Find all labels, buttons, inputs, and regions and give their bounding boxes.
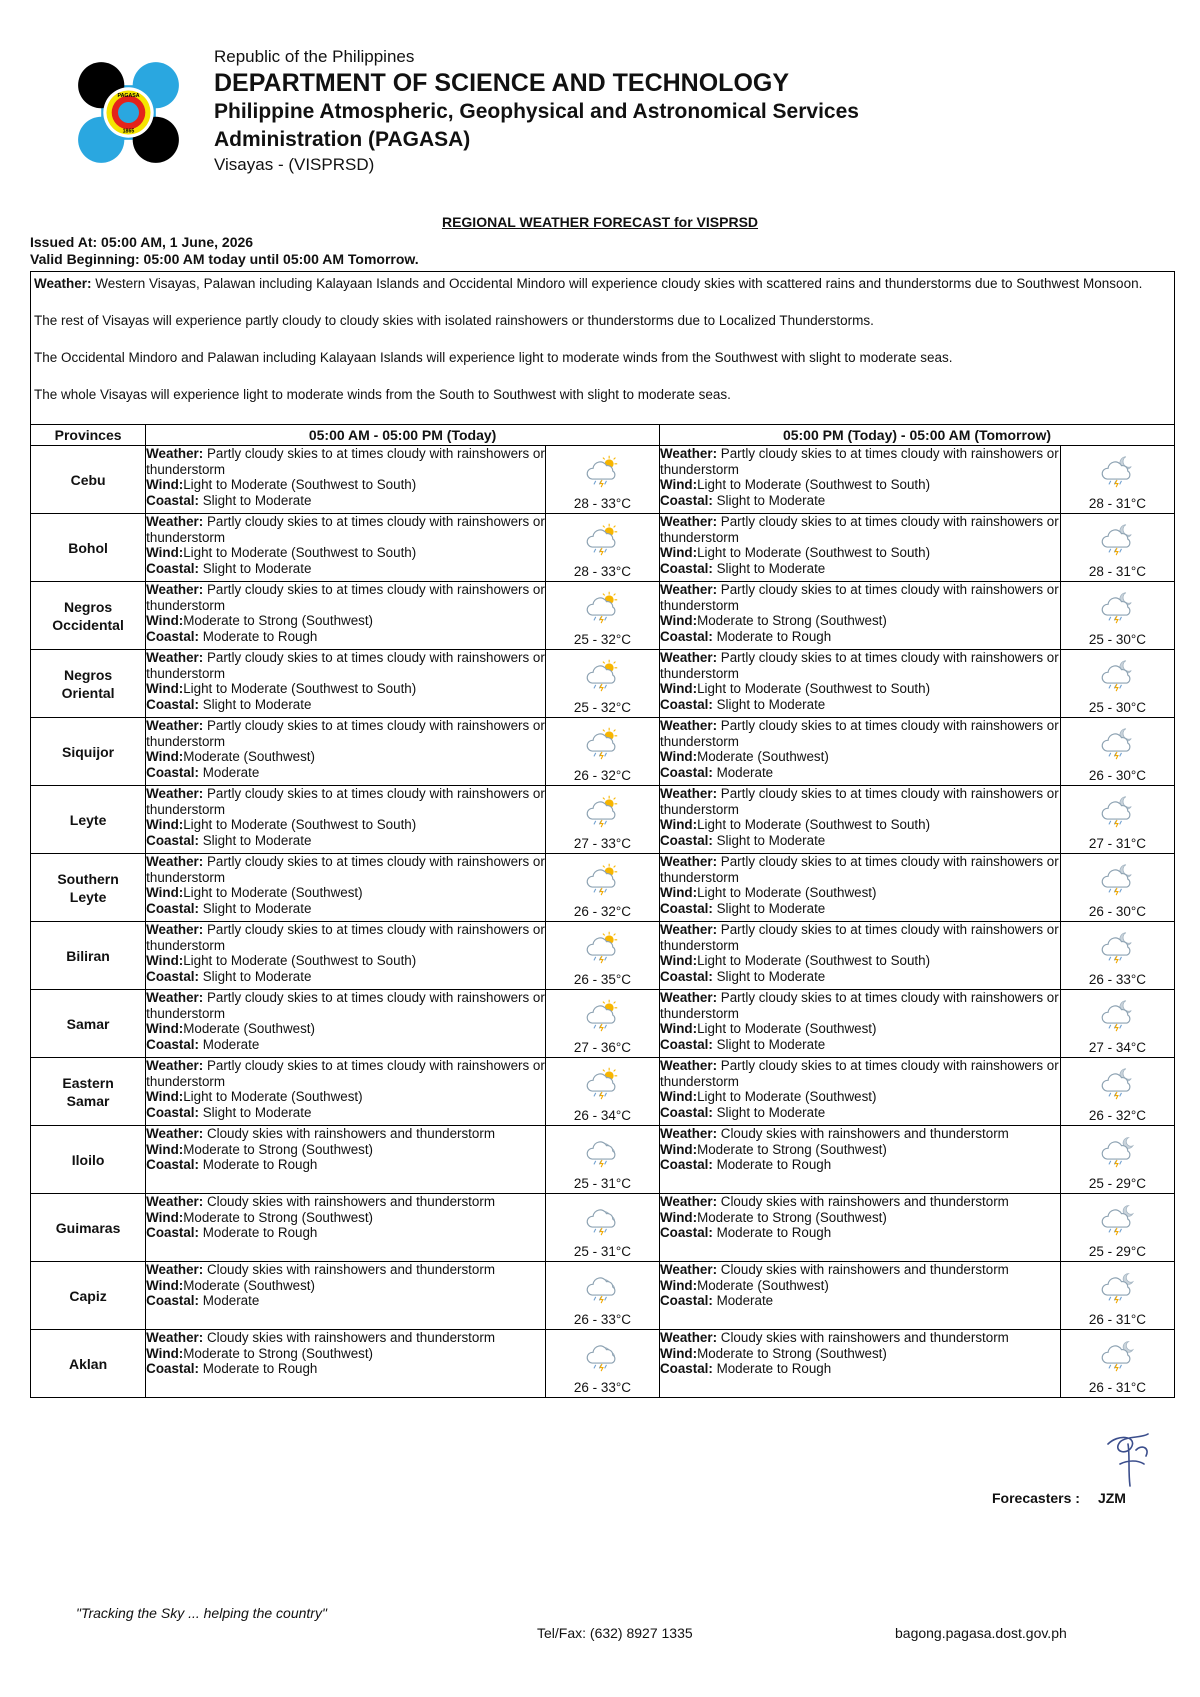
night-icon-temp-cell	[1060, 990, 1174, 1058]
night-forecast-text	[660, 786, 1061, 854]
valid-beginning: Valid Beginning: 05:00 AM today until 05:00 AM Tomorrow.	[30, 251, 419, 267]
sun-cloud-storm-icon	[582, 454, 622, 488]
night-coastal: Coastal: Slight to Moderate	[660, 1104, 826, 1120]
night-weather: Weather: Cloudy skies with rainshowers and thunderstorm	[660, 1262, 1009, 1277]
agency-name-line1: Philippine Atmospheric, Geophysical and Astronomical Services	[214, 100, 859, 123]
province-name-line: Biliran	[66, 947, 110, 964]
day-forecast-text	[146, 922, 546, 990]
day-temperature: 26 - 33°C	[573, 1380, 632, 1395]
night-coastal: Coastal: Moderate	[660, 764, 774, 780]
night-temperature: 26 - 31°C	[1088, 1380, 1147, 1395]
night-temperature: 27 - 31°C	[1088, 836, 1147, 851]
province-name-line: Guimaras	[55, 1219, 121, 1236]
night-temperature: 27 - 34°C	[1088, 1040, 1147, 1055]
day-temperature: 27 - 33°C	[573, 836, 632, 851]
night-weather: Weather: Cloudy skies with rainshowers and thunderstorm	[660, 1330, 1009, 1345]
night-forecast-text	[660, 718, 1061, 786]
moon-cloud-storm-icon	[1097, 862, 1137, 896]
province-name-line: Eastern	[62, 1074, 114, 1091]
day-icon-temp-cell	[545, 990, 659, 1058]
table-row	[31, 990, 1175, 1058]
table-row	[31, 1058, 1175, 1126]
day-temperature: 28 - 33°C	[573, 496, 632, 511]
province-name-line: Capiz	[69, 1287, 107, 1304]
day-icon-temp-cell	[545, 854, 659, 922]
day-weather: Weather: Cloudy skies with rainshowers and thunderstorm	[146, 1126, 495, 1141]
night-temperature: 25 - 29°C	[1088, 1244, 1147, 1259]
night-forecast-text	[660, 514, 1061, 582]
day-temperature: 25 - 32°C	[573, 632, 632, 647]
night-coastal: Coastal: Slight to Moderate	[660, 492, 826, 508]
forecaster-name: JZM	[1097, 1490, 1126, 1506]
province-cell	[31, 786, 146, 854]
col-today: 05:00 AM - 05:00 PM (Today)	[146, 425, 660, 446]
day-wind: Wind:Moderate (Southwest)	[146, 1277, 315, 1293]
province-name-line: Samar	[66, 1015, 110, 1032]
table-row	[31, 1194, 1175, 1262]
night-coastal: Coastal: Slight to Moderate	[660, 696, 826, 712]
province-name-line: Aklan	[69, 1355, 108, 1372]
day-temperature: 26 - 34°C	[573, 1108, 632, 1123]
day-forecast-text	[146, 990, 546, 1058]
issue-info	[30, 234, 419, 268]
day-forecast-text	[146, 446, 546, 514]
night-icon-temp-cell	[1060, 922, 1174, 990]
night-forecast-text	[660, 990, 1061, 1058]
night-temperature: 28 - 31°C	[1088, 496, 1147, 511]
table-row	[31, 446, 1175, 514]
night-icon-temp-cell	[1060, 1126, 1174, 1194]
day-coastal: Coastal: Moderate to Rough	[146, 628, 318, 644]
sun-cloud-storm-icon	[582, 658, 622, 692]
day-icon-temp-cell	[545, 514, 659, 582]
night-icon-temp-cell	[1060, 650, 1174, 718]
narrative-paragraph-4: The whole Visayas will experience light to moderate winds from the South to Southwest with slight to moderate seas.	[34, 387, 731, 402]
day-icon-temp-cell	[545, 786, 659, 854]
province-cell	[31, 582, 146, 650]
province-cell	[31, 854, 146, 922]
day-wind: Wind:Moderate to Strong (Southwest)	[146, 613, 374, 628]
province-cell	[31, 446, 146, 514]
logo-text-top: PAGASA	[117, 92, 140, 99]
day-temperature: 26 - 32°C	[573, 768, 632, 783]
night-forecast-text	[660, 446, 1061, 514]
table-row	[31, 514, 1175, 582]
moon-cloud-storm-icon	[1097, 658, 1137, 692]
night-coastal: Coastal: Slight to Moderate	[660, 1036, 826, 1052]
night-weather: Weather: Partly cloudy skies to at times cloudy with rainshowers or thunderstorm	[660, 446, 1059, 477]
forecast-table-body	[31, 446, 1175, 1398]
night-icon-temp-cell	[1060, 446, 1174, 514]
night-cloud-storm-icon	[1097, 1338, 1137, 1372]
day-temperature: 25 - 32°C	[573, 700, 632, 715]
day-temperature: 27 - 36°C	[573, 1040, 632, 1055]
province-cell	[31, 1262, 146, 1330]
night-temperature: 26 - 33°C	[1088, 972, 1147, 987]
day-weather: Weather: Partly cloudy skies to at times cloudy with rainshowers or thunderstorm	[146, 514, 545, 545]
night-temperature: 26 - 31°C	[1088, 1312, 1147, 1327]
header-block	[214, 46, 934, 176]
night-weather: Weather: Cloudy skies with rainshowers and thunderstorm	[660, 1126, 1009, 1141]
sun-cloud-storm-icon	[582, 930, 622, 964]
day-weather: Weather: Partly cloudy skies to at times cloudy with rainshowers or thunderstorm	[146, 718, 545, 749]
footer-telfax: Tel/Fax: (632) 8927 1335	[537, 1625, 693, 1641]
weather-narrative	[30, 271, 1175, 424]
night-weather: Weather: Partly cloudy skies to at times cloudy with rainshowers or thunderstorm	[660, 990, 1059, 1021]
table-row	[31, 582, 1175, 650]
day-coastal: Coastal: Moderate	[146, 1293, 260, 1308]
night-icon-temp-cell	[1060, 514, 1174, 582]
province-cell	[31, 514, 146, 582]
table-row	[31, 650, 1175, 718]
day-icon-temp-cell	[545, 1262, 659, 1330]
province-cell	[31, 650, 146, 718]
issued-at: Issued At: 05:00 AM, 1 June, 2026	[30, 234, 254, 250]
province-name-line: Iloilo	[71, 1151, 105, 1168]
day-weather: Weather: Partly cloudy skies to at times cloudy with rainshowers or thunderstorm	[146, 1058, 545, 1089]
sun-cloud-storm-icon	[582, 590, 622, 624]
day-temperature: 25 - 31°C	[573, 1176, 632, 1191]
night-forecast-text	[660, 1194, 1061, 1262]
day-icon-temp-cell	[545, 1058, 659, 1126]
cloud-storm-icon	[582, 1270, 622, 1304]
night-wind: Wind:Light to Moderate (Southwest to South)	[660, 545, 931, 560]
night-coastal: Coastal: Moderate to Rough	[660, 1225, 832, 1240]
night-cloud-storm-icon	[1097, 1134, 1137, 1168]
day-weather: Weather: Partly cloudy skies to at times cloudy with rainshowers or thunderstorm	[146, 650, 545, 681]
day-forecast-text	[146, 718, 546, 786]
day-coastal: Coastal: Moderate	[146, 764, 260, 780]
moon-cloud-storm-icon	[1097, 1066, 1137, 1100]
table-row	[31, 718, 1175, 786]
day-coastal: Coastal: Slight to Moderate	[146, 900, 312, 916]
day-weather: Weather: Partly cloudy skies to at times cloudy with rainshowers or thunderstorm	[146, 854, 545, 885]
day-icon-temp-cell	[545, 1194, 659, 1262]
night-weather: Weather: Partly cloudy skies to at times cloudy with rainshowers or thunderstorm	[660, 854, 1059, 885]
day-wind: Wind:Light to Moderate (Southwest to South)	[146, 477, 417, 492]
sun-cloud-storm-icon	[582, 862, 622, 896]
night-temperature: 26 - 32°C	[1088, 1108, 1147, 1123]
footer-website: bagong.pagasa.dost.gov.ph	[895, 1625, 1067, 1641]
province-cell	[31, 990, 146, 1058]
day-coastal: Coastal: Slight to Moderate	[146, 696, 312, 712]
footer-tagline: "Tracking the Sky ... helping the country"	[76, 1605, 327, 1621]
province-name-line: Negros	[63, 598, 113, 615]
day-temperature: 26 - 32°C	[573, 904, 632, 919]
province-name-line: Negros	[63, 666, 113, 683]
table-header-row	[31, 425, 1175, 446]
dost-pagasa-logo	[76, 60, 181, 165]
sun-cloud-storm-icon	[582, 794, 622, 828]
night-temperature: 28 - 31°C	[1088, 564, 1147, 579]
day-forecast-text	[146, 1194, 546, 1262]
day-forecast-text	[146, 514, 546, 582]
moon-cloud-storm-icon	[1097, 794, 1137, 828]
day-weather: Weather: Cloudy skies with rainshowers and thunderstorm	[146, 1330, 495, 1345]
day-wind: Wind:Light to Moderate (Southwest to South)	[146, 681, 417, 696]
day-icon-temp-cell	[545, 582, 659, 650]
province-name-line: Southern	[57, 870, 119, 887]
sun-cloud-storm-icon	[582, 522, 622, 556]
narrative-paragraph-1: Weather: Western Visayas, Palawan including Kalayaan Islands and Occidental Mindoro will experience cloudy skies with scattered rains and thunderstorms due to Southwest Monsoon.	[34, 276, 1143, 291]
night-cloud-storm-icon	[1097, 1270, 1137, 1304]
day-coastal: Coastal: Slight to Moderate	[146, 968, 312, 984]
day-temperature: 26 - 33°C	[573, 1312, 632, 1327]
province-cell	[31, 922, 146, 990]
night-wind: Wind:Light to Moderate (Southwest)	[660, 1089, 877, 1104]
day-weather: Weather: Cloudy skies with rainshowers and thunderstorm	[146, 1194, 495, 1209]
day-weather: Weather: Partly cloudy skies to at times cloudy with rainshowers or thunderstorm	[146, 582, 545, 613]
province-name-line: Leyte	[69, 888, 107, 905]
night-temperature: 26 - 30°C	[1088, 904, 1147, 919]
forecast-table	[30, 424, 1175, 1398]
day-coastal: Coastal: Moderate to Rough	[146, 1225, 318, 1240]
night-icon-temp-cell	[1060, 718, 1174, 786]
day-coastal: Coastal: Slight to Moderate	[146, 1104, 312, 1120]
night-icon-temp-cell	[1060, 582, 1174, 650]
province-name-line: Leyte	[69, 811, 107, 828]
night-temperature: 25 - 30°C	[1088, 632, 1147, 647]
night-wind: Wind:Light to Moderate (Southwest to South)	[660, 681, 931, 696]
table-row	[31, 922, 1175, 990]
narrative-weather-label: Weather:	[34, 276, 92, 291]
night-weather: Weather: Partly cloudy skies to at times cloudy with rainshowers or thunderstorm	[660, 650, 1059, 681]
moon-cloud-storm-icon	[1097, 522, 1137, 556]
night-wind: Wind:Light to Moderate (Southwest to South)	[660, 817, 931, 832]
day-icon-temp-cell	[545, 650, 659, 718]
moon-cloud-storm-icon	[1097, 454, 1137, 488]
night-wind: Wind:Moderate to Strong (Southwest)	[660, 1345, 887, 1361]
night-forecast-text	[660, 1330, 1061, 1398]
province-name-line: Siquijor	[62, 743, 115, 760]
day-forecast-text	[146, 1330, 546, 1398]
night-wind: Wind:Moderate (Southwest)	[660, 1277, 829, 1293]
night-coastal: Coastal: Slight to Moderate	[660, 832, 826, 848]
province-cell	[31, 1330, 146, 1398]
province-cell	[31, 1058, 146, 1126]
day-wind: Wind:Moderate to Strong (Southwest)	[146, 1345, 374, 1361]
night-coastal: Coastal: Slight to Moderate	[660, 968, 826, 984]
forecasters-label: Forecasters :	[992, 1490, 1080, 1506]
col-tonight: 05:00 PM (Today) - 05:00 AM (Tomorrow)	[660, 425, 1175, 446]
night-weather: Weather: Partly cloudy skies to at times cloudy with rainshowers or thunderstorm	[660, 582, 1059, 613]
night-wind: Wind:Light to Moderate (Southwest to South)	[660, 953, 931, 968]
night-icon-temp-cell	[1060, 1262, 1174, 1330]
night-coastal: Coastal: Moderate to Rough	[660, 1157, 832, 1172]
night-weather: Weather: Partly cloudy skies to at times cloudy with rainshowers or thunderstorm	[660, 922, 1059, 953]
night-wind: Wind:Moderate to Strong (Southwest)	[660, 613, 887, 628]
night-wind: Wind:Moderate to Strong (Southwest)	[660, 1141, 887, 1157]
logo-text-bottom: 1865	[122, 128, 135, 135]
day-forecast-text	[146, 650, 546, 718]
table-row	[31, 1330, 1175, 1398]
table-row	[31, 1262, 1175, 1330]
night-forecast-text	[660, 1262, 1061, 1330]
night-forecast-text	[660, 650, 1061, 718]
day-weather: Weather: Partly cloudy skies to at times cloudy with rainshowers or thunderstorm	[146, 990, 545, 1021]
table-row	[31, 1126, 1175, 1194]
day-icon-temp-cell	[545, 1126, 659, 1194]
moon-cloud-storm-icon	[1097, 930, 1137, 964]
day-forecast-text	[146, 582, 546, 650]
night-coastal: Coastal: Moderate to Rough	[660, 628, 832, 644]
night-wind: Wind:Light to Moderate (Southwest)	[660, 885, 877, 900]
night-icon-temp-cell	[1060, 1194, 1174, 1262]
day-wind: Wind:Moderate to Strong (Southwest)	[146, 1209, 374, 1225]
day-forecast-text	[146, 1262, 546, 1330]
province-name-line: Cebu	[70, 471, 106, 488]
narrative-paragraph-2: The rest of Visayas will experience partly cloudy to cloudy skies with isolated rainshowers or thunderstorms due to Localized Thunderstorms.	[34, 313, 874, 328]
sun-cloud-storm-icon	[582, 1066, 622, 1100]
night-weather: Weather: Partly cloudy skies to at times cloudy with rainshowers or thunderstorm	[660, 786, 1059, 817]
sun-cloud-storm-icon	[582, 998, 622, 1032]
moon-cloud-storm-icon	[1097, 590, 1137, 624]
night-wind: Wind:Light to Moderate (Southwest to South)	[660, 477, 931, 492]
agency-name-line2: Administration (PAGASA)	[214, 128, 471, 151]
day-temperature: 26 - 35°C	[573, 972, 632, 987]
sun-cloud-storm-icon	[582, 726, 622, 760]
night-wind: Wind:Light to Moderate (Southwest)	[660, 1021, 877, 1036]
night-forecast-text	[660, 854, 1061, 922]
narrative-paragraph-3: The Occidental Mindoro and Palawan including Kalayaan Islands will experience light to moderate winds from the Southwest with slight to moderate seas.	[34, 350, 953, 365]
night-temperature: 25 - 29°C	[1088, 1176, 1147, 1191]
day-icon-temp-cell	[545, 718, 659, 786]
day-wind: Wind:Light to Moderate (Southwest)	[146, 885, 363, 900]
day-icon-temp-cell	[545, 446, 659, 514]
night-wind: Wind:Moderate (Southwest)	[660, 749, 829, 764]
day-wind: Wind:Moderate to Strong (Southwest)	[146, 1141, 374, 1157]
day-coastal: Coastal: Moderate to Rough	[146, 1361, 318, 1376]
night-icon-temp-cell	[1060, 854, 1174, 922]
day-coastal: Coastal: Slight to Moderate	[146, 492, 312, 508]
day-forecast-text	[146, 854, 546, 922]
day-wind: Wind:Moderate (Southwest)	[146, 1021, 315, 1036]
night-forecast-text	[660, 582, 1061, 650]
province-name-line: Samar	[66, 1092, 110, 1109]
day-coastal: Coastal: Moderate	[146, 1036, 260, 1052]
day-weather: Weather: Partly cloudy skies to at times cloudy with rainshowers or thunderstorm	[146, 786, 545, 817]
day-forecast-text	[146, 786, 546, 854]
day-wind: Wind:Light to Moderate (Southwest)	[146, 1089, 363, 1104]
day-coastal: Coastal: Slight to Moderate	[146, 560, 312, 576]
night-wind: Wind:Moderate to Strong (Southwest)	[660, 1209, 887, 1225]
night-temperature: 25 - 30°C	[1088, 700, 1147, 715]
day-coastal: Coastal: Moderate to Rough	[146, 1157, 318, 1172]
day-icon-temp-cell	[545, 922, 659, 990]
night-forecast-text	[660, 1058, 1061, 1126]
province-cell	[31, 1194, 146, 1262]
night-forecast-text	[660, 1126, 1061, 1194]
province-cell	[31, 718, 146, 786]
day-weather: Weather: Partly cloudy skies to at times cloudy with rainshowers or thunderstorm	[146, 446, 545, 477]
day-weather: Weather: Partly cloudy skies to at times cloudy with rainshowers or thunderstorm	[146, 922, 545, 953]
moon-cloud-storm-icon	[1097, 998, 1137, 1032]
day-wind: Wind:Light to Moderate (Southwest to South)	[146, 545, 417, 560]
forecasters-line	[992, 1490, 1126, 1506]
night-cloud-storm-icon	[1097, 1202, 1137, 1236]
day-wind: Wind:Light to Moderate (Southwest to South)	[146, 817, 417, 832]
day-forecast-text	[146, 1058, 546, 1126]
province-name-line: Oriental	[61, 684, 115, 701]
night-weather: Weather: Partly cloudy skies to at times cloudy with rainshowers or thunderstorm	[660, 514, 1059, 545]
province-name-line: Occidental	[52, 616, 124, 633]
night-icon-temp-cell	[1060, 786, 1174, 854]
night-icon-temp-cell	[1060, 1058, 1174, 1126]
table-row	[31, 786, 1175, 854]
night-temperature: 26 - 30°C	[1088, 768, 1147, 783]
province-name-line: Bohol	[68, 539, 108, 556]
day-wind: Wind:Moderate (Southwest)	[146, 749, 315, 764]
day-forecast-text	[146, 1126, 546, 1194]
day-weather: Weather: Cloudy skies with rainshowers and thunderstorm	[146, 1262, 495, 1277]
republic-line: Republic of the Philippines	[214, 47, 415, 66]
cloud-storm-icon	[582, 1338, 622, 1372]
night-forecast-text	[660, 922, 1061, 990]
night-coastal: Coastal: Moderate to Rough	[660, 1361, 832, 1376]
night-coastal: Coastal: Slight to Moderate	[660, 900, 826, 916]
night-icon-temp-cell	[1060, 1330, 1174, 1398]
table-row	[31, 854, 1175, 922]
day-temperature: 25 - 31°C	[573, 1244, 632, 1259]
department-name: DEPARTMENT OF SCIENCE AND TECHNOLOGY	[214, 69, 790, 97]
document-title: REGIONAL WEATHER FORECAST for VISPRSD	[441, 214, 759, 230]
night-coastal: Coastal: Slight to Moderate	[660, 560, 826, 576]
cloud-storm-icon	[582, 1202, 622, 1236]
cloud-storm-icon	[582, 1134, 622, 1168]
night-weather: Weather: Partly cloudy skies to at times cloudy with rainshowers or thunderstorm	[660, 718, 1059, 749]
day-icon-temp-cell	[545, 1330, 659, 1398]
night-coastal: Coastal: Moderate	[660, 1293, 774, 1308]
province-cell	[31, 1126, 146, 1194]
moon-cloud-storm-icon	[1097, 726, 1137, 760]
night-weather: Weather: Partly cloudy skies to at times cloudy with rainshowers or thunderstorm	[660, 1058, 1059, 1089]
night-weather: Weather: Cloudy skies with rainshowers and thunderstorm	[660, 1194, 1009, 1209]
col-provinces: Provinces	[31, 425, 146, 446]
day-wind: Wind:Light to Moderate (Southwest to South)	[146, 953, 417, 968]
day-coastal: Coastal: Slight to Moderate	[146, 832, 312, 848]
forecaster-signature	[1098, 1430, 1158, 1492]
day-temperature: 28 - 33°C	[573, 564, 632, 579]
region-name: Visayas - (VISPRSD)	[214, 155, 375, 174]
